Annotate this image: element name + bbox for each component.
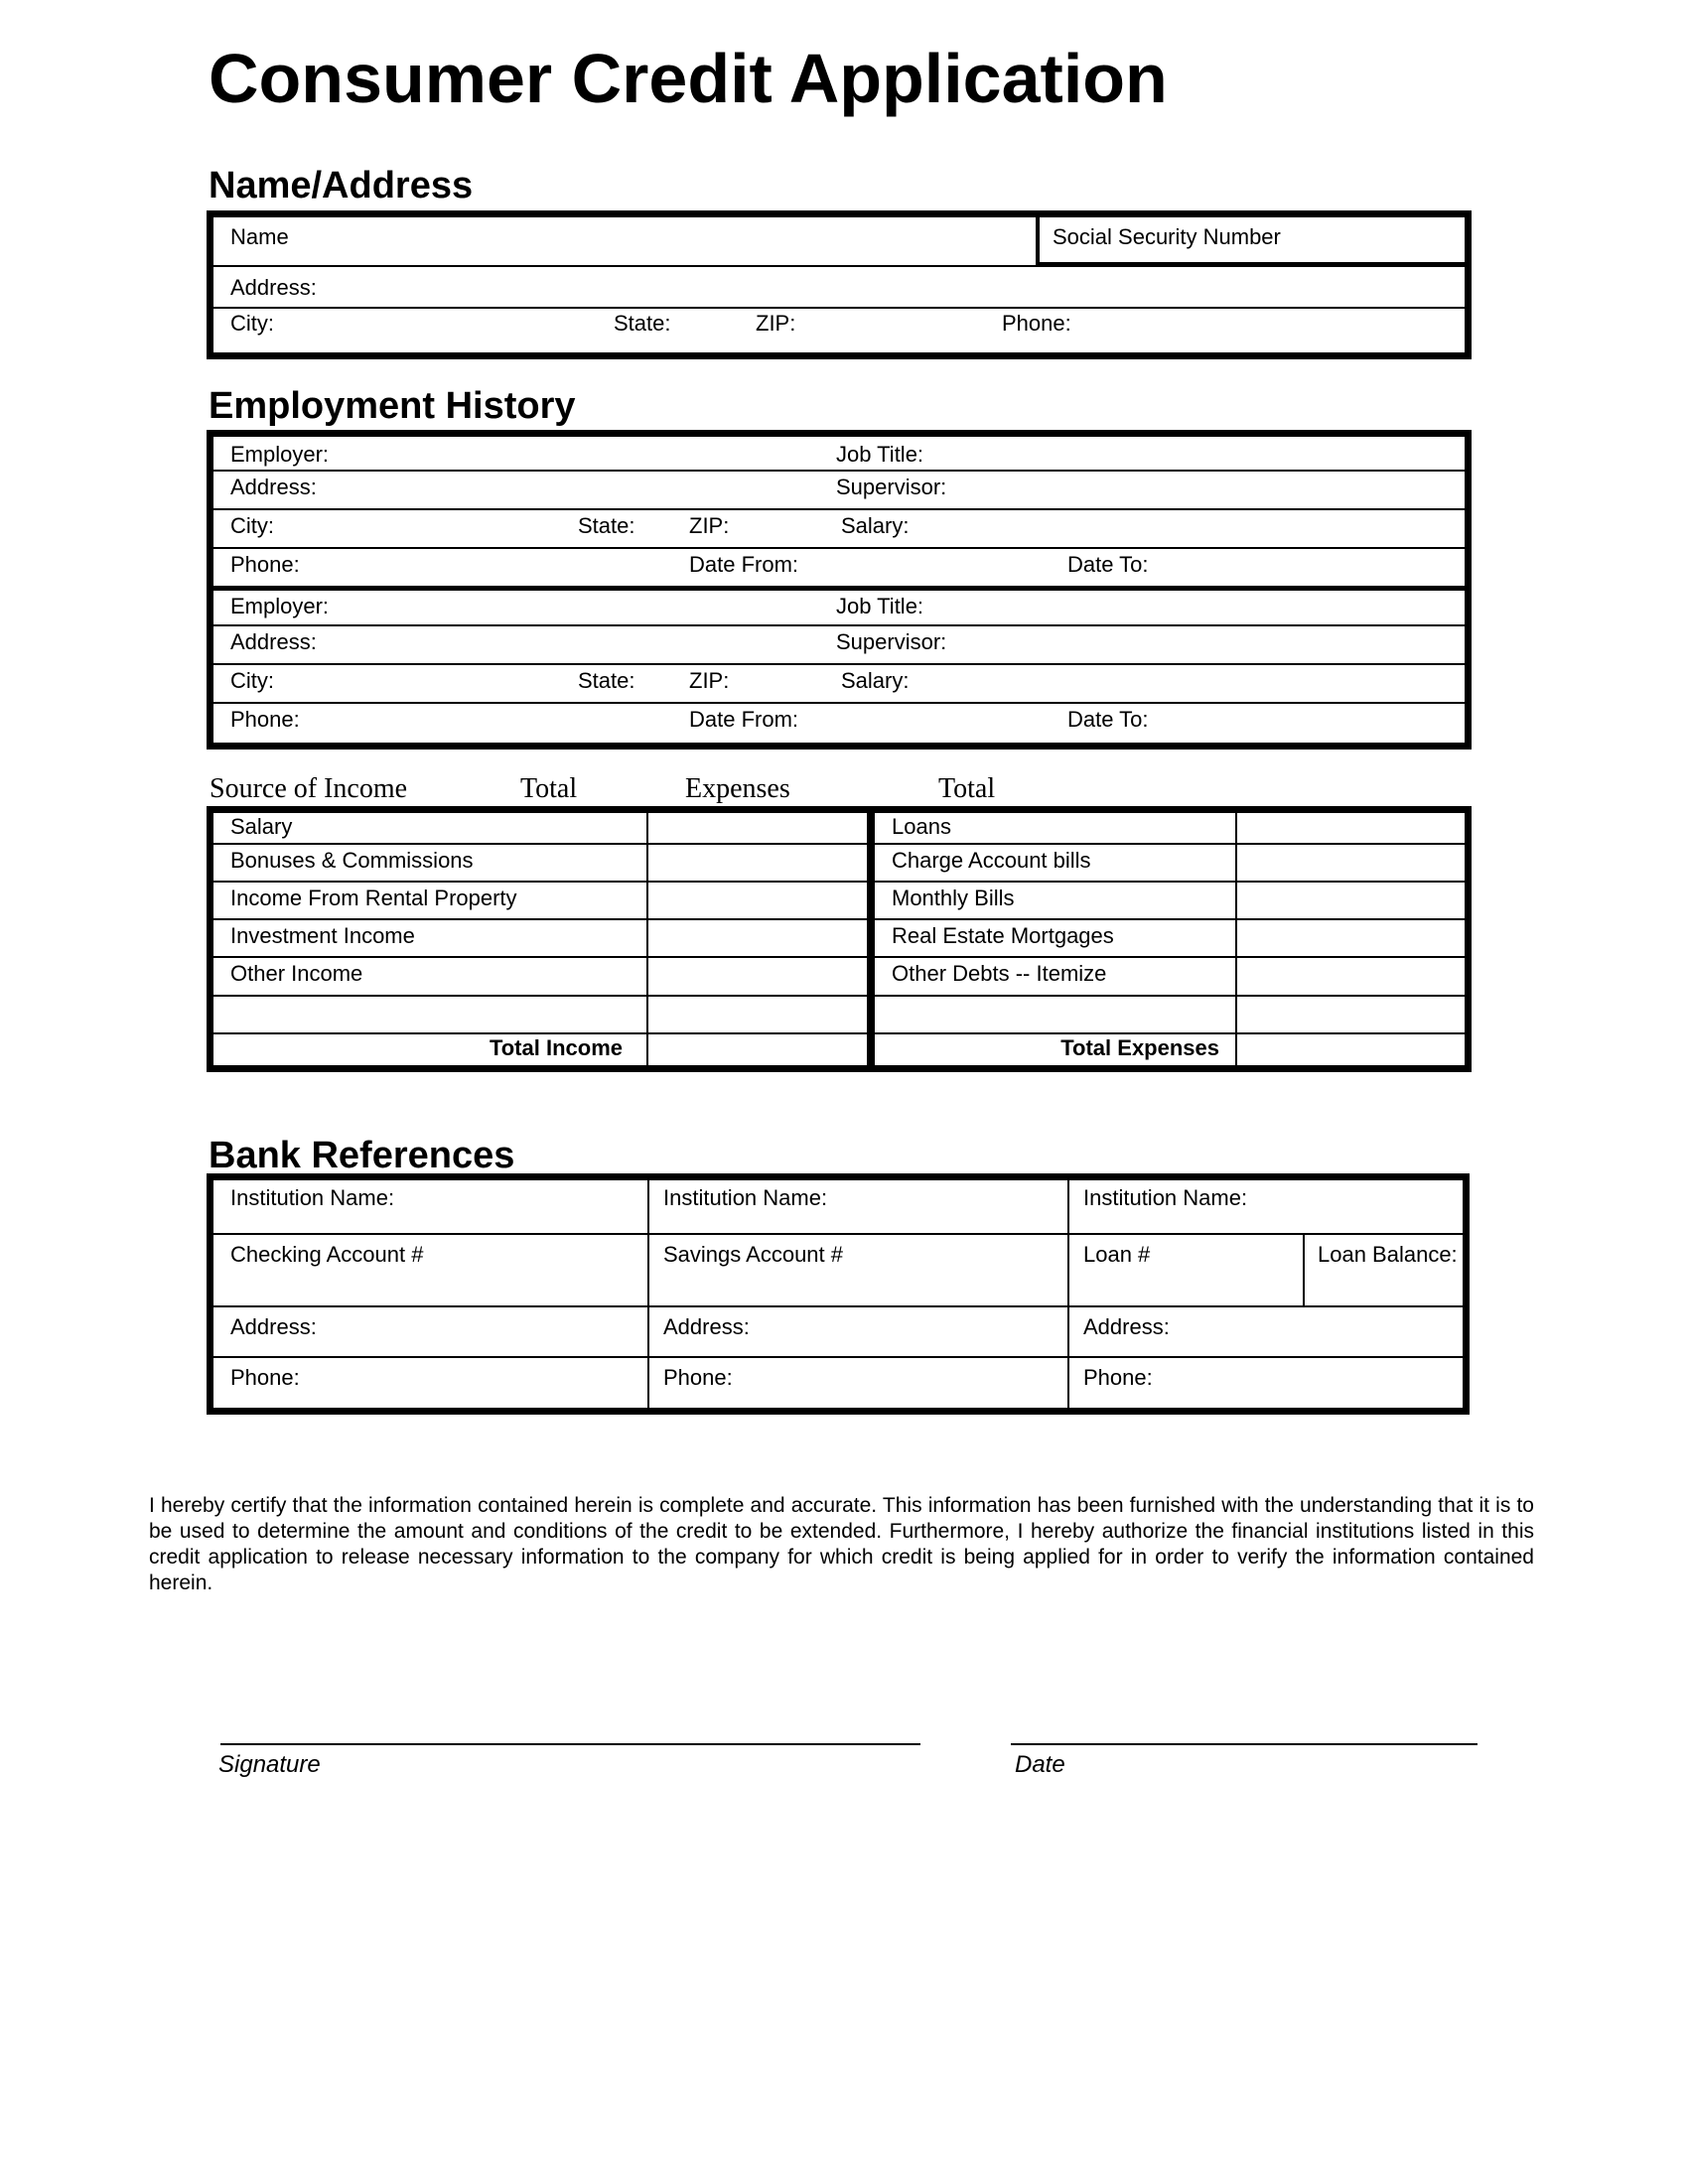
employer-city-field-label[interactable]: City:: [230, 668, 274, 693]
bank-2-address-field-label[interactable]: Address:: [663, 1314, 750, 1339]
bank-1-address-field-label[interactable]: Address:: [230, 1314, 317, 1339]
income-total-heading: Total: [520, 773, 578, 804]
salary-field-label[interactable]: Salary:: [841, 668, 910, 693]
income-row: [213, 920, 867, 958]
expense-total-cell[interactable]: [1235, 883, 1465, 918]
bank-3-phone-field-label[interactable]: Phone:: [1083, 1365, 1153, 1390]
employer-field-label[interactable]: Employer:: [230, 442, 330, 467]
loan-balance-divider: [1303, 1235, 1305, 1305]
income-total-cell[interactable]: [646, 845, 867, 881]
employment-2-phone-row: [213, 704, 1465, 743]
job-title-field-label[interactable]: Job Title:: [836, 442, 924, 467]
city-row: [213, 309, 1465, 352]
income-total-cell[interactable]: [646, 920, 867, 956]
address-field-label[interactable]: Address:: [230, 275, 317, 300]
certification-text: I hereby certify that the information contained herein is complete and accurate. This information has been furnished with the understanding that it is to be used to determine the amount and conditions of the credit to be extended. Furthermore, I hereby authorize the financial institutions listed in this credit application to release necessary information to the company for which credit is being applied for in order to verify the information contained herein.: [149, 1494, 1534, 1594]
income-row: [213, 997, 867, 1034]
employment-2-address-row: [213, 626, 1465, 665]
source-of-income-heading: Source of Income: [210, 773, 408, 804]
income-item-label: Income From Rental Property: [230, 886, 517, 910]
address-row: [213, 267, 1465, 309]
employment-box: [207, 430, 1472, 750]
expenses-heading: Expenses: [685, 773, 790, 804]
bank-1-institution-field-label[interactable]: Institution Name:: [230, 1185, 395, 1210]
bank-account-row: [213, 1235, 1463, 1307]
page-title: Consumer Credit Application: [209, 40, 1168, 117]
date-from-field-label[interactable]: Date From:: [689, 707, 799, 732]
checking-account-field-label[interactable]: Checking Account #: [230, 1242, 424, 1267]
expense-row: [875, 845, 1465, 883]
employment-2-city-row: [213, 665, 1465, 704]
employment-1-phone-row: [213, 549, 1465, 591]
salary-field-label[interactable]: Salary:: [841, 513, 910, 538]
bank-1-phone-field-label[interactable]: Phone:: [230, 1365, 300, 1390]
expense-total-cell[interactable]: [1235, 845, 1465, 881]
job-title-field-label[interactable]: Job Title:: [836, 594, 924, 618]
supervisor-field-label[interactable]: Supervisor:: [836, 475, 947, 499]
income-table: [207, 806, 874, 1072]
date-line[interactable]: [1011, 1743, 1477, 1745]
bank-phone-row: [213, 1358, 1463, 1408]
expense-row: [875, 958, 1465, 997]
name-row: [213, 217, 1465, 267]
bank-2-institution-field-label[interactable]: Institution Name:: [663, 1185, 828, 1210]
bank-2-phone-field-label[interactable]: Phone:: [663, 1365, 733, 1390]
name-address-heading: Name/Address: [209, 165, 474, 206]
bank-institution-row: [213, 1180, 1463, 1235]
employer-address-field-label[interactable]: Address:: [230, 629, 317, 654]
income-row: [213, 1034, 867, 1065]
expense-total-cell[interactable]: [1235, 1034, 1465, 1065]
employer-phone-field-label[interactable]: Phone:: [230, 552, 300, 577]
expense-row: [875, 1034, 1465, 1065]
bank-3-address-field-label[interactable]: Address:: [1083, 1314, 1170, 1339]
expense-total-cell[interactable]: [1235, 958, 1465, 995]
expense-row: [875, 883, 1465, 920]
zip-field-label[interactable]: ZIP:: [756, 311, 796, 336]
employment-1-employer-row: [213, 437, 1465, 472]
expenses-table: [868, 806, 1472, 1072]
state-field-label[interactable]: State:: [614, 311, 671, 336]
employment-heading: Employment History: [209, 385, 576, 427]
name-field-label[interactable]: Name: [230, 224, 289, 249]
employer-phone-field-label[interactable]: Phone:: [230, 707, 300, 732]
income-total-label: Total Income: [489, 1035, 623, 1060]
expense-total-cell[interactable]: [1235, 997, 1465, 1032]
income-item-label: Salary: [230, 814, 293, 839]
signature-label: Signature: [218, 1751, 321, 1778]
employer-state-field-label[interactable]: State:: [578, 668, 635, 693]
income-total-cell[interactable]: [646, 883, 867, 918]
income-item-label: Bonuses & Commissions: [230, 848, 474, 873]
income-item-label: Other Income: [230, 961, 363, 986]
city-field-label[interactable]: City:: [230, 311, 274, 336]
employer-zip-field-label[interactable]: ZIP:: [689, 668, 730, 693]
employment-2-employer-row: [213, 591, 1465, 626]
employment-1-address-row: [213, 472, 1465, 510]
loan-balance-field-label[interactable]: Loan Balance:: [1318, 1242, 1458, 1267]
bank-references-heading: Bank References: [209, 1135, 515, 1176]
income-total-cell[interactable]: [646, 958, 867, 995]
expense-total-label: Total Expenses: [1060, 1035, 1219, 1060]
date-label: Date: [1015, 1751, 1065, 1778]
income-item-label: Investment Income: [230, 923, 415, 948]
loan-number-field-label[interactable]: Loan #: [1083, 1242, 1151, 1267]
employment-1-city-row: [213, 510, 1465, 549]
income-row: [213, 958, 867, 997]
employer-city-field-label[interactable]: City:: [230, 513, 274, 538]
expense-item-label: Charge Account bills: [892, 848, 1091, 873]
income-row: [213, 883, 867, 920]
expenses-total-heading: Total: [938, 773, 996, 804]
employer-state-field-label[interactable]: State:: [578, 513, 635, 538]
phone-field-label[interactable]: Phone:: [1002, 311, 1071, 336]
date-to-field-label[interactable]: Date To:: [1067, 707, 1149, 732]
name-address-box: [207, 210, 1472, 359]
income-total-cell[interactable]: [646, 813, 867, 843]
date-from-field-label[interactable]: Date From:: [689, 552, 799, 577]
expense-row: [875, 997, 1465, 1034]
expense-item-label: Other Debts -- Itemize: [892, 961, 1107, 986]
expense-item-label: Monthly Bills: [892, 886, 1015, 910]
expense-item-label: Real Estate Mortgages: [892, 923, 1114, 948]
expense-item-label: Loans: [892, 814, 951, 839]
expense-row: [875, 920, 1465, 958]
ssn-field[interactable]: [1036, 217, 1465, 267]
supervisor-field-label[interactable]: Supervisor:: [836, 629, 947, 654]
bank-3-institution-field-label[interactable]: Institution Name:: [1083, 1185, 1248, 1210]
income-total-cell[interactable]: [646, 1034, 867, 1065]
income-total-cell[interactable]: [646, 997, 867, 1032]
signature-line[interactable]: [220, 1743, 920, 1745]
employer-field-label[interactable]: Employer:: [230, 594, 330, 618]
ssn-field-label: Social Security Number: [1053, 224, 1281, 249]
bank-address-row: [213, 1307, 1463, 1358]
expense-row: [875, 813, 1465, 845]
expense-total-cell[interactable]: [1235, 920, 1465, 956]
savings-account-field-label[interactable]: Savings Account #: [663, 1242, 844, 1267]
income-row: [213, 813, 867, 845]
expense-total-cell[interactable]: [1235, 813, 1465, 843]
employer-zip-field-label[interactable]: ZIP:: [689, 513, 730, 538]
bank-references-box: [207, 1173, 1470, 1415]
date-to-field-label[interactable]: Date To:: [1067, 552, 1149, 577]
employer-address-field-label[interactable]: Address:: [230, 475, 317, 499]
income-row: [213, 845, 867, 883]
